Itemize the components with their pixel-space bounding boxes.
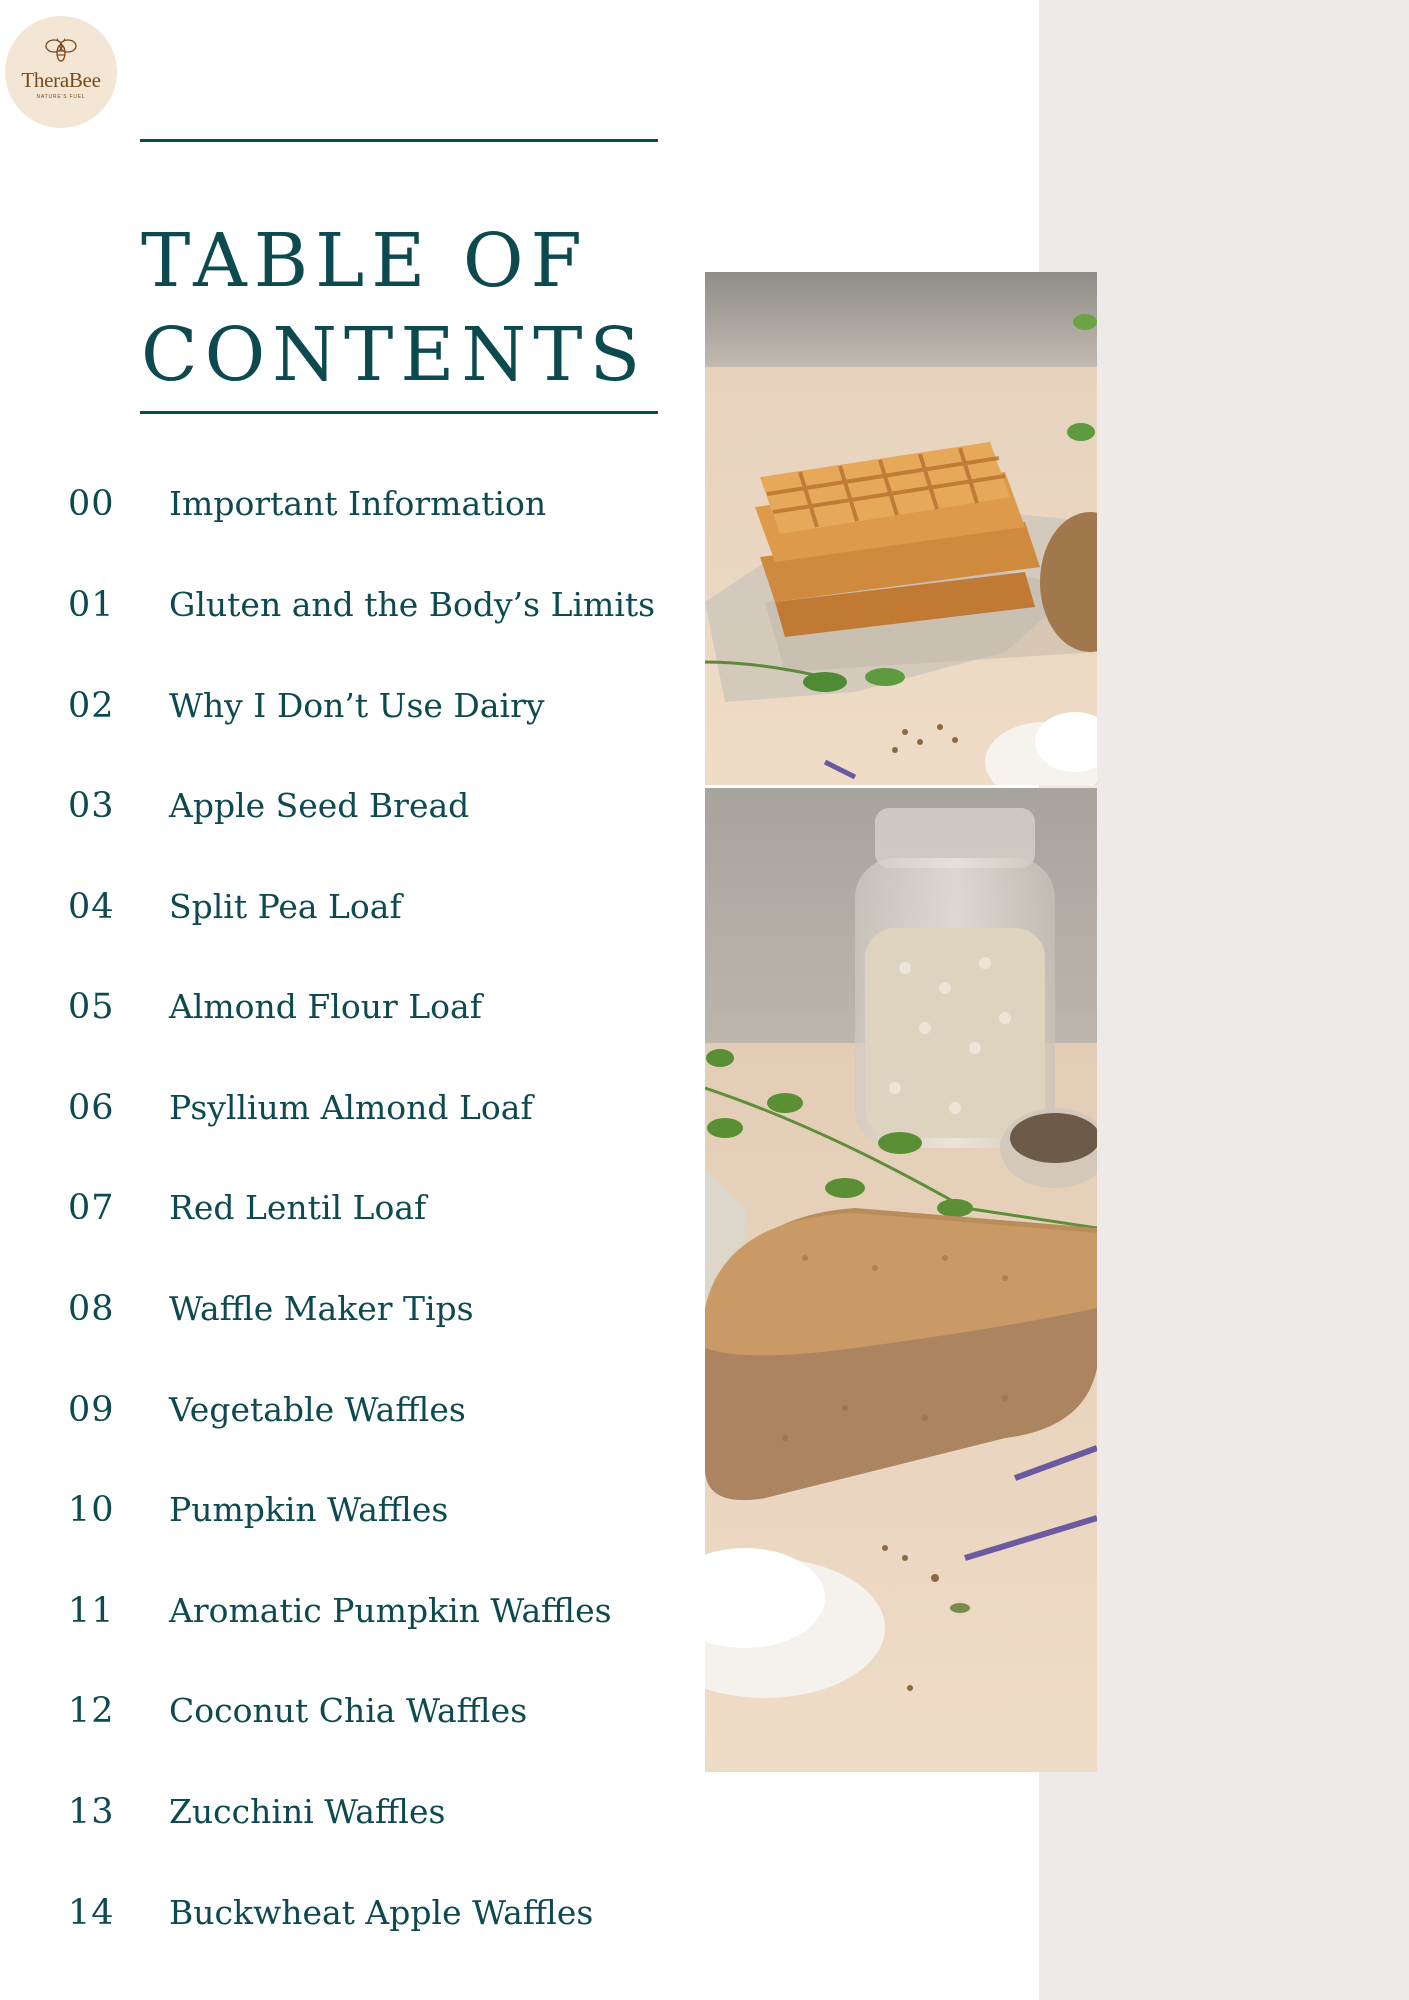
toc-item[interactable] xyxy=(68,1180,668,1236)
toc-item[interactable] xyxy=(68,1885,668,1941)
toc-item-number: 05 xyxy=(68,987,115,1027)
toc-item-label: Why I Don’t Use Dairy xyxy=(169,686,545,725)
toc-item[interactable] xyxy=(68,1281,668,1337)
toc-item[interactable] xyxy=(68,476,668,532)
page-title xyxy=(141,214,647,402)
toc-item-label: Gluten and the Body’s Limits xyxy=(169,585,656,624)
toc-item[interactable] xyxy=(68,1583,668,1639)
toc-item[interactable] xyxy=(68,678,668,734)
toc-item[interactable] xyxy=(68,1382,668,1438)
page-title-line-2: CONTENTS xyxy=(141,312,648,398)
title-bottom-rule xyxy=(140,411,658,414)
toc-item-label: Split Pea Loaf xyxy=(169,887,402,926)
bee-icon xyxy=(45,38,77,64)
bread-loaf-photo xyxy=(705,788,1097,1772)
toc-item-number: 07 xyxy=(68,1188,115,1228)
toc-item-number: 01 xyxy=(68,585,115,625)
toc-item-label: Aromatic Pumpkin Waffles xyxy=(169,1591,612,1630)
toc-item[interactable] xyxy=(68,1080,668,1136)
toc-item-number: 06 xyxy=(68,1088,115,1128)
toc-item-number: 09 xyxy=(68,1390,115,1430)
toc-item-number: 00 xyxy=(68,484,115,524)
toc-item-number: 02 xyxy=(68,686,115,726)
toc-item-label: Coconut Chia Waffles xyxy=(169,1691,528,1730)
toc-item[interactable] xyxy=(68,577,668,633)
toc-item[interactable] xyxy=(68,1683,668,1739)
toc-item-number: 11 xyxy=(68,1591,115,1631)
toc-item[interactable] xyxy=(68,778,668,834)
toc-item-label: Red Lentil Loaf xyxy=(169,1188,427,1227)
toc-item-label: Vegetable Waffles xyxy=(169,1390,466,1429)
toc-item-label: Waffle Maker Tips xyxy=(169,1289,474,1328)
waffles-photo xyxy=(705,272,1097,785)
logo-tagline: NATURE'S FUEL xyxy=(36,94,86,100)
toc-item-label: Important Information xyxy=(169,484,547,523)
title-top-rule xyxy=(140,139,658,142)
page-title-line-1: TABLE OF xyxy=(141,218,589,304)
logo-brand-text: TheraBee xyxy=(21,68,101,92)
toc-item-label: Zucchini Waffles xyxy=(169,1792,446,1831)
toc-item-number: 12 xyxy=(68,1691,115,1731)
toc-item-label: Pumpkin Waffles xyxy=(169,1490,449,1529)
toc-item-number: 10 xyxy=(68,1490,115,1530)
toc-item-number: 03 xyxy=(68,786,115,826)
toc-item[interactable] xyxy=(68,979,668,1035)
toc-item-label: Apple Seed Bread xyxy=(169,786,470,825)
toc-item-number: 04 xyxy=(68,887,115,927)
toc-item-number: 14 xyxy=(68,1893,115,1933)
toc-item[interactable] xyxy=(68,1482,668,1538)
therabee-logo xyxy=(5,16,117,128)
toc-item-number: 08 xyxy=(68,1289,115,1329)
toc-item[interactable] xyxy=(68,879,668,935)
toc-item[interactable] xyxy=(68,1784,668,1840)
toc-item-label: Psyllium Almond Loaf xyxy=(169,1088,533,1127)
oat-jar xyxy=(855,808,1055,1148)
toc-item-label: Buckwheat Apple Waffles xyxy=(169,1893,594,1932)
toc-item-number: 13 xyxy=(68,1792,115,1832)
toc-item-label: Almond Flour Loaf xyxy=(169,987,482,1026)
